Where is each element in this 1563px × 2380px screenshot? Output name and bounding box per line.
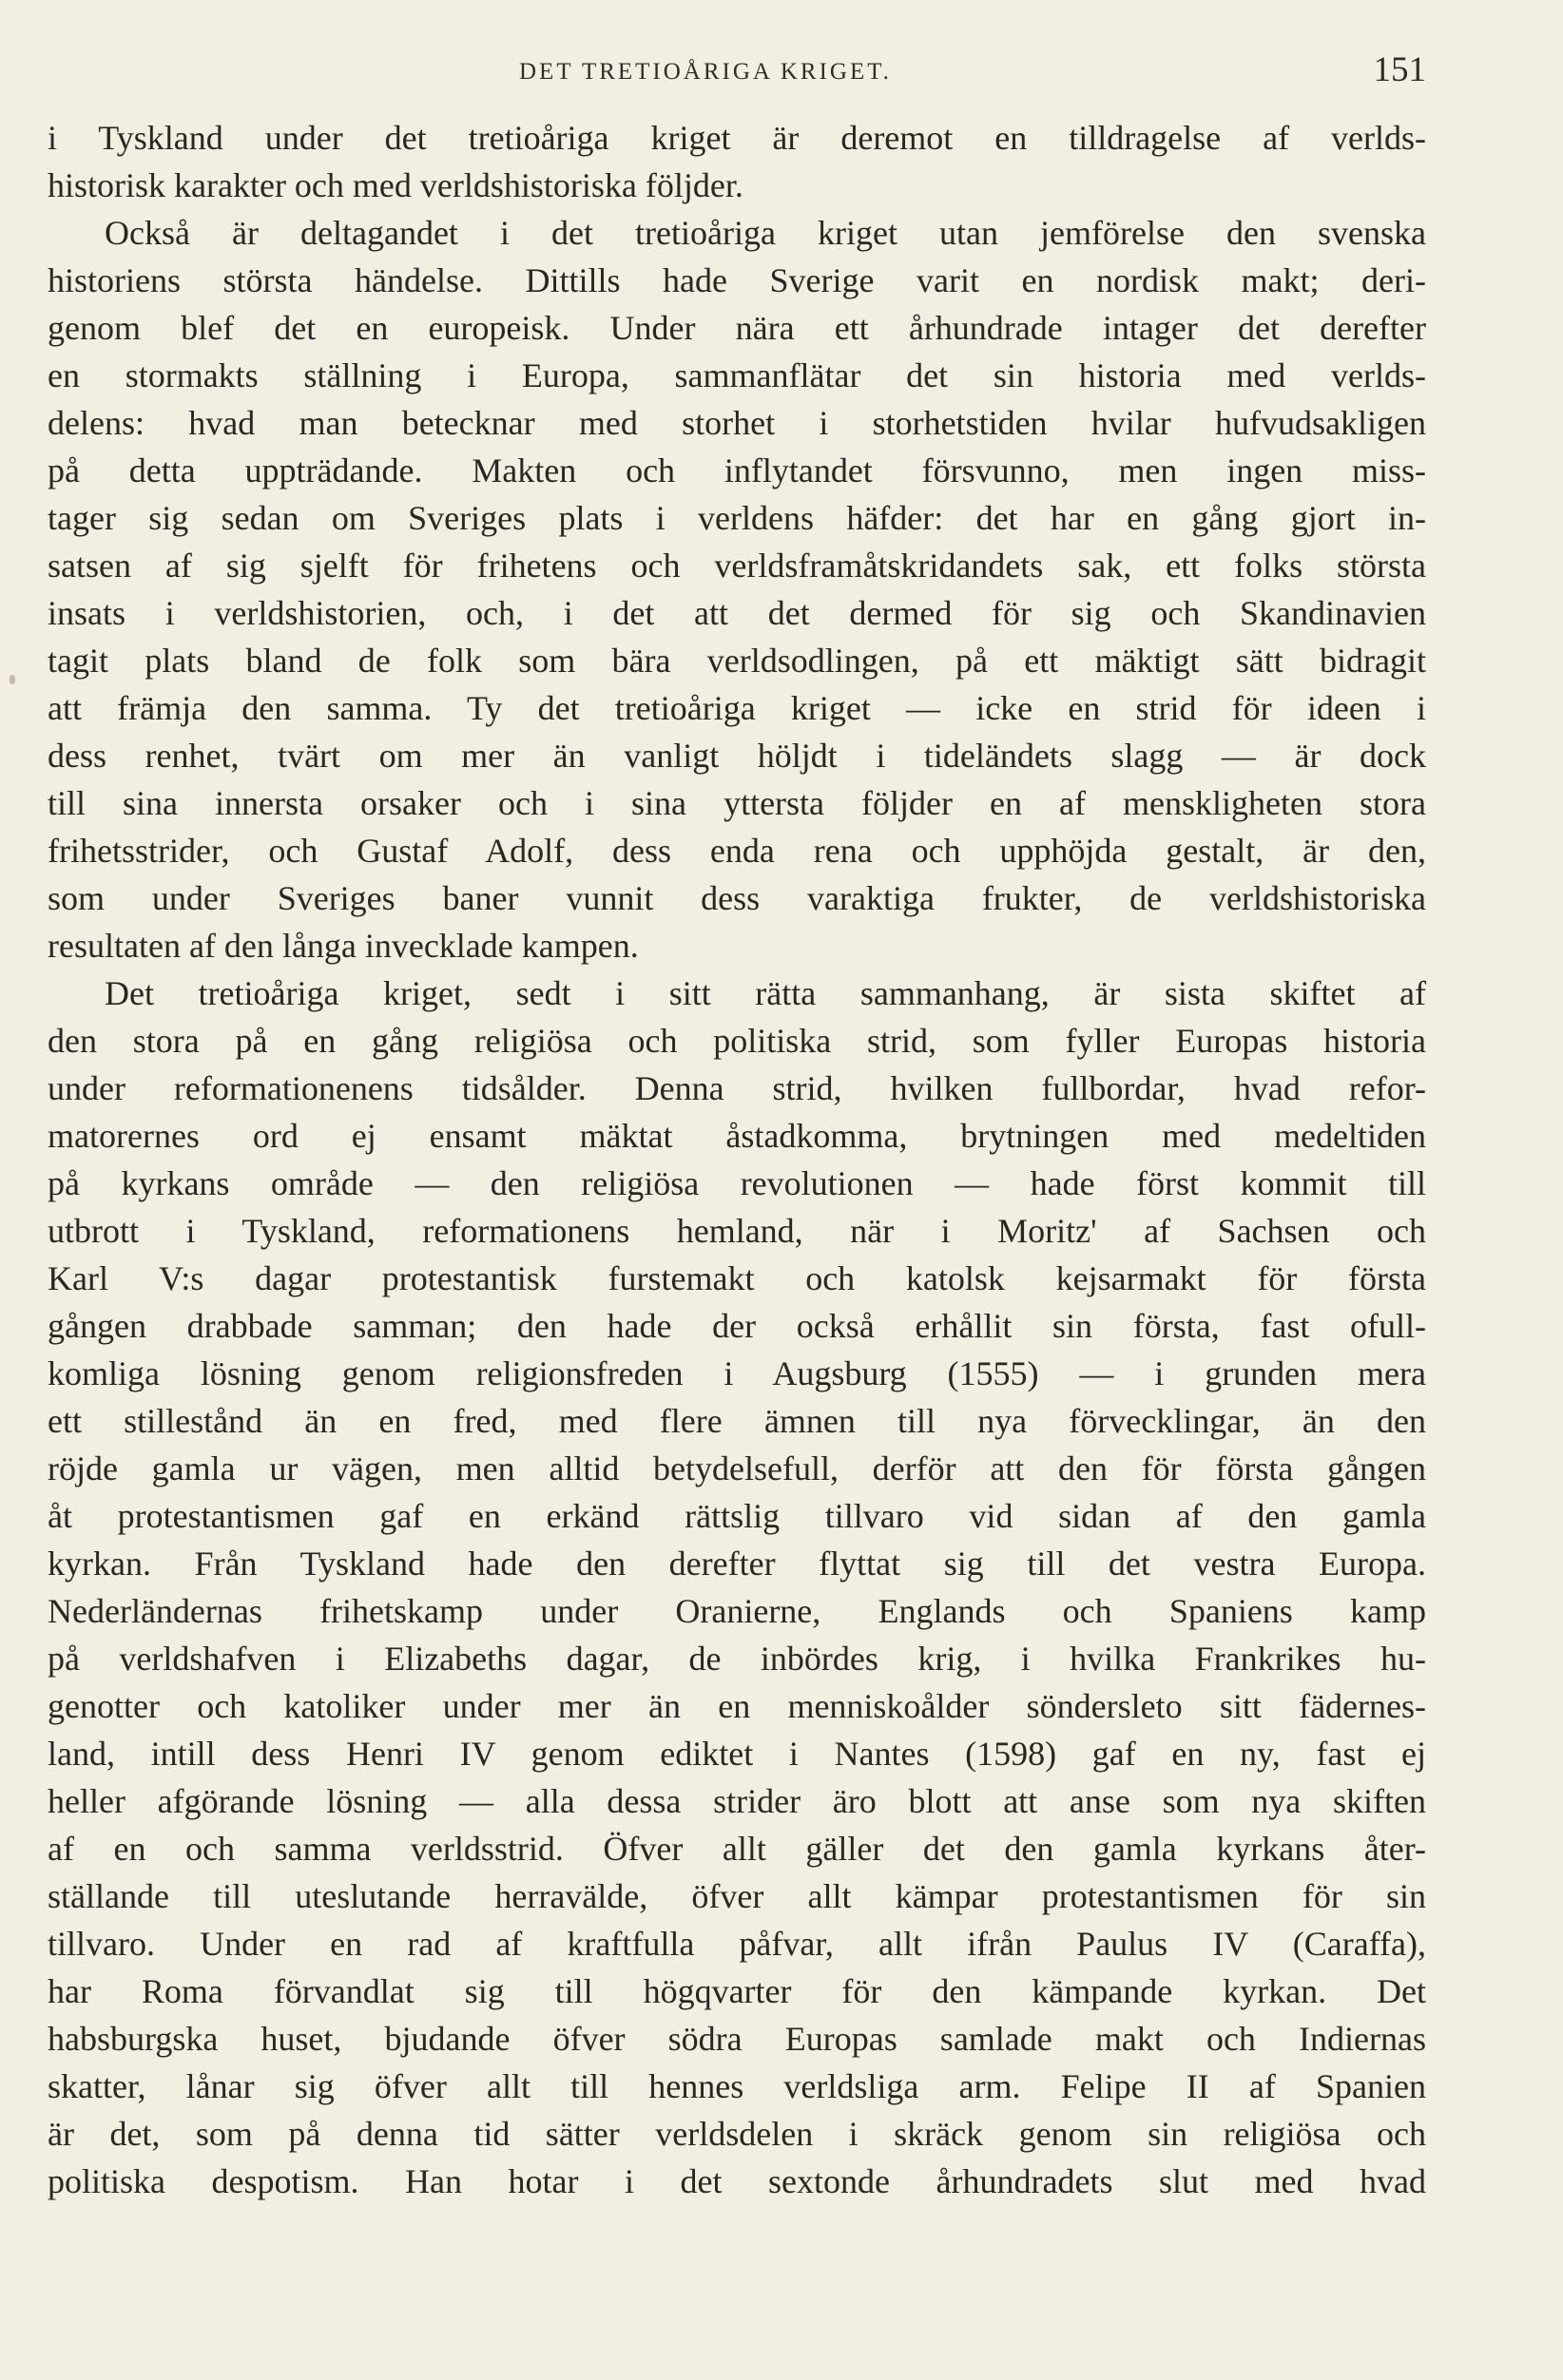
running-title: DET TRETIOÅRIGA KRIGET. bbox=[519, 59, 892, 85]
text-line: skatter, lånar sig öfver allt till hennes verldsliga arm. Felipe II af Spanien bbox=[48, 2067, 1426, 2105]
margin-mark bbox=[10, 675, 15, 684]
text-line: åt protestantismen gaf en erkänd rättslig tillvaro vid sidan af den gamla bbox=[48, 1497, 1426, 1535]
text-line: genotter och katoliker under mer än en menniskoålder söndersleto sitt fädernes- bbox=[48, 1687, 1426, 1725]
text-line: tillvaro. Under en rad af kraftfulla påfvar, allt ifrån Paulus IV (Caraffa), bbox=[48, 1925, 1426, 1963]
text-line: dess renhet, tvärt om mer än vanligt höljdt i tideländets slagg — är dock bbox=[48, 737, 1426, 775]
text-line: Nederländernas frihetskamp under Oranierne, Englands och Spaniens kamp bbox=[48, 1592, 1426, 1630]
text-line: frihetsstrider, och Gustaf Adolf, dess enda rena och upphöjda gestalt, är den, bbox=[48, 832, 1426, 870]
page-number: 151 bbox=[1373, 50, 1426, 89]
body-text bbox=[48, 114, 1426, 2205]
text-line: på detta uppträdande. Makten och inflytandet försvunno, men ingen miss- bbox=[48, 451, 1426, 489]
page-header bbox=[48, 49, 1426, 97]
text-line: under reformationenens tidsålder. Denna strid, hvilken fullbordar, hvad refor- bbox=[48, 1069, 1426, 1107]
text-line: ett stillestånd än en fred, med flere ämnen till nya förvecklingar, än den bbox=[48, 1402, 1426, 1440]
text-line: är det, som på denna tid sätter verldsdelen i skräck genom sin religiösa och bbox=[48, 2115, 1426, 2153]
text-line: utbrott i Tyskland, reformationens hemland, när i Moritz' af Sachsen och bbox=[48, 1212, 1426, 1250]
text-line: en stormakts ställning i Europa, sammanflätar det sin historia med verlds- bbox=[48, 356, 1426, 394]
text-line: delens: hvad man betecknar med storhet i storhetstiden hvilar hufvudsakligen bbox=[48, 404, 1426, 442]
text-line: har Roma förvandlat sig till högqvarter för den kämpande kyrkan. Det bbox=[48, 1972, 1426, 2010]
text-line: politiska despotism. Han hotar i det sextonde århundradets slut med hvad bbox=[48, 2162, 1426, 2200]
text-line: röjde gamla ur vägen, men alltid betydelsefull, derför att den för första gången bbox=[48, 1449, 1426, 1488]
text-line: heller afgörande lösning — alla dessa strider äro blott att anse som nya skiften bbox=[48, 1782, 1426, 1820]
text-line: genom blef det en europeisk. Under nära ett århundrade intager det derefter bbox=[48, 309, 1426, 347]
text-line: som under Sveriges baner vunnit dess varaktiga frukter, de verldshistoriska bbox=[48, 879, 1426, 917]
text-line: Det tretioåriga kriget, sedt i sitt rätta sammanhang, är sista skiftet af bbox=[105, 974, 1426, 1012]
text-line: land, intill dess Henri IV genom ediktet i Nantes (1598) gaf en ny, fast ej bbox=[48, 1735, 1426, 1773]
text-line: historiens största händelse. Dittills hade Sverige varit en nordisk makt; deri- bbox=[48, 261, 1426, 299]
text-line: habsburgska huset, bjudande öfver södra Europas samlade makt och Indiernas bbox=[48, 2020, 1426, 2058]
text-line: matorernes ord ej ensamt mäktat åstadkomma, brytningen med medeltiden bbox=[48, 1117, 1426, 1155]
text-line: kyrkan. Från Tyskland hade den derefter flyttat sig till det vestra Europa. bbox=[48, 1545, 1426, 1583]
text-line: af en och samma verldsstrid. Öfver allt gäller det den gamla kyrkans åter- bbox=[48, 1830, 1426, 1868]
text-line: att främja den samma. Ty det tretioåriga kriget — icke en strid för ideen i bbox=[48, 689, 1426, 727]
text-line: på kyrkans område — den religiösa revolutionen — hade först kommit till bbox=[48, 1164, 1426, 1202]
text-line: Karl V:s dagar protestantisk furstemakt och katolsk kejsarmakt för första bbox=[48, 1259, 1426, 1297]
text-line: satsen af sig sjelft för frihetens och verldsframåtskridandets sak, ett folks största bbox=[48, 547, 1426, 585]
text-line: till sina innersta orsaker och i sina yttersta följder en af menskligheten stora bbox=[48, 784, 1426, 822]
text-line: ställande till uteslutande herravälde, öfver allt kämpar protestantismen för sin bbox=[48, 1877, 1426, 1915]
text-line: i Tyskland under det tretioåriga kriget är deremot en tilldragelse af verlds- bbox=[48, 119, 1426, 157]
text-line: komliga lösning genom religionsfreden i Augsburg (1555) — i grunden mera bbox=[48, 1354, 1426, 1392]
text-line: Också är deltagandet i det tretioåriga kriget utan jemförelse den svenska bbox=[105, 214, 1426, 252]
text-line: insats i verldshistorien, och, i det att det dermed för sig och Skandinavien bbox=[48, 594, 1426, 632]
text-line: den stora på en gång religiösa och politiska strid, som fyller Europas historia bbox=[48, 1022, 1426, 1060]
text-line: tager sig sedan om Sveriges plats i verldens häfder: det har en gång gjort in- bbox=[48, 499, 1426, 537]
text-line: gången drabbade samman; den hade der också erhållit sin första, fast ofull- bbox=[48, 1307, 1426, 1345]
text-line: historisk karakter och med verldshistoriska följder. bbox=[48, 166, 743, 204]
text-line: resultaten af den långa invecklade kampen. bbox=[48, 927, 639, 965]
text-line: tagit plats bland de folk som bära verldsodlingen, på ett mäktigt sätt bidragit bbox=[48, 642, 1426, 680]
text-line: på verldshafven i Elizabeths dagar, de inbördes krig, i hvilka Frankrikes hu- bbox=[48, 1640, 1426, 1678]
